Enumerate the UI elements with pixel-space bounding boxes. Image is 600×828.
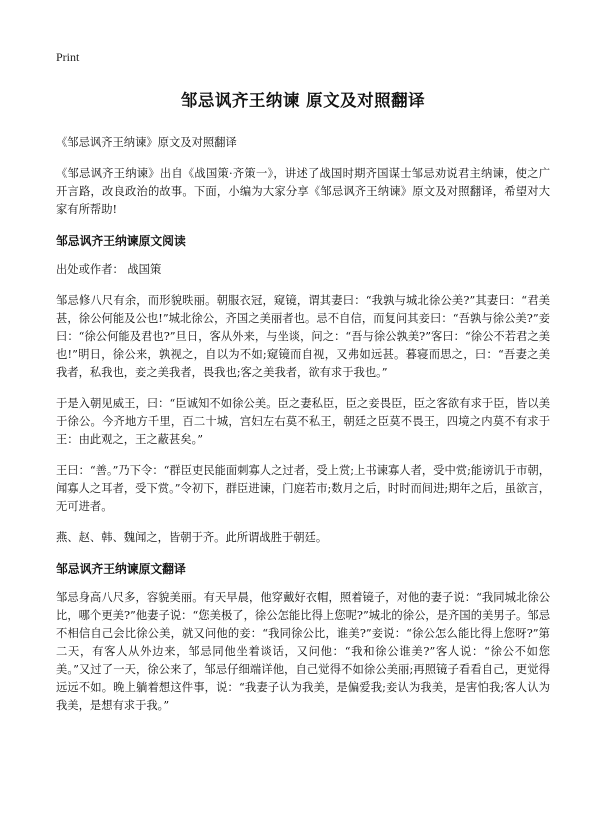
original-paragraph: 王曰：“善。”乃下令：“群臣吏民能面刺寡人之过者，受上赏;上书谏寡人者，受中赏;能谤讥于市朝，闻寡人之耳者，受下赏。”令初下，群臣进谏，门庭若市;数月之后，时时而间进;期年之后，虽欲言，无可进者。 (56, 464, 550, 513)
translation-heading: 邹忌讽齐王纳谏原文翻译 (56, 562, 186, 576)
source-line: 出处或作者： 战国策 (56, 263, 162, 276)
original-text-heading: 邹忌讽齐王纳谏原文阅读 (56, 234, 186, 248)
original-paragraph: 于是入朝见威王，曰：“臣诚知不如徐公美。臣之妻私臣，臣之妾畏臣，臣之客欲有求于臣，皆以美于徐公。今齐地方千里，百二十城，宫妇左右莫不私王，朝廷之臣莫不畏王，四境之内莫不有求于王：由此观之，王之蔽甚矣。” (56, 397, 550, 446)
page-title: 邹忌讽齐王纳谏 原文及对照翻译 (180, 91, 426, 110)
print-link[interactable]: Print (56, 50, 80, 64)
page-subtitle: 《邹忌讽齐王纳谏》原文及对照翻译 (56, 136, 237, 149)
original-paragraph: 邹忌修八尺有余，而形貌昳丽。朝服衣冠，窥镜，谓其妻曰：“我孰与城北徐公美?”其妻曰：“君美甚，徐公何能及公也!”城北徐公，齐国之美丽者也。忌不自信，而复问其妾曰：“吾孰与徐公美?”妾曰：“徐公何能及君也?”旦日，客从外来，与坐谈，问之：“吾与徐公孰美?”客曰：“徐公不若君之美也!”明日，徐公来，孰视之，自以为不如;窥镜而自视，又弗如远甚。暮寝而思之，曰：“吾妻之美我者，私我也，妾之美我者，畏我也;客之美我者，欲有求于我也。” (56, 294, 550, 379)
intro-paragraph: 《邹忌讽齐王纳谏》出自《战国策·齐策一》，讲述了战国时期齐国谋士邹忌劝说君主纳谏，使之广开言路，改良政治的故事。下面，小编为大家分享《邹忌讽齐王纳谏》原文及对照翻译，希望对大家有所帮助! (56, 167, 550, 216)
translation-paragraph: 邹忌身高八尺多，容貌美丽。有天早晨，他穿戴好衣帽，照着镜子，对他的妻子说：“我同城北徐公比，哪个更美?”他妻子说：“您美极了，徐公怎能比得上您呢?”城北的徐公，是齐国的美男子。邹忌不相信自己会比徐公美，就又问他的妾：“我同徐公比，谁美?”妾说：“徐公怎么能比得上您呀?”第二天，有客人从外边来，邹忌同他坐着谈话，又问他：“我和徐公谁美?”客人说：“徐公不如您美。”又过了一天，徐公来了，邹忌仔细端详他，自己觉得不如徐公美丽;再照镜子看看自己，更觉得远远不如。晚上躺着想这件事，说：“我妻子认为我美，是偏爱我;妾认为我美，是害怕我;客人认为我美，是想有求于我。” (56, 591, 550, 712)
original-paragraph: 燕、赵、韩、魏闻之，皆朝于齐。此所谓战胜于朝廷。 (56, 531, 328, 544)
